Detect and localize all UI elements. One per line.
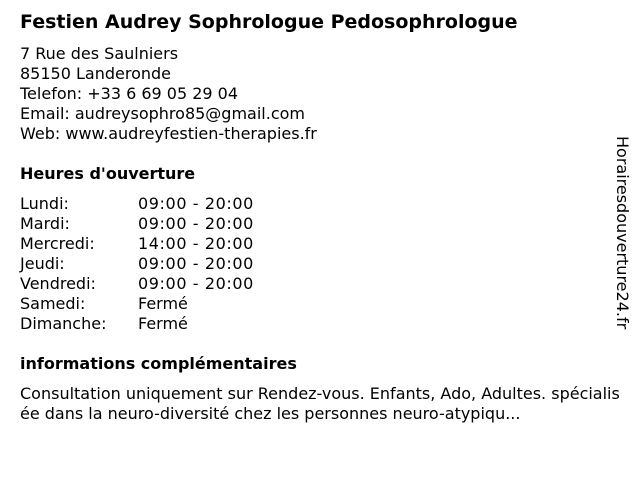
hours-table (20, 194, 254, 334)
opening-time: 09:00 - 20:00 (138, 214, 254, 233)
phone-number: Telefon: +33 6 69 05 29 04 (20, 84, 239, 103)
closed-status: Fermé (138, 294, 188, 313)
hours-row-friday (20, 274, 254, 294)
day-label: Samedi: (20, 294, 86, 313)
opening-time: 14:00 - 20:00 (138, 234, 254, 253)
hours-row-tuesday (20, 214, 254, 234)
opening-time: 09:00 - 20:00 (138, 274, 254, 293)
day-label: Vendredi: (20, 274, 96, 293)
day-label: Mercredi: (20, 234, 95, 253)
info-description: Consultation uniquement sur Rendez-vous. Enfants, Ado, Adultes. spécialisée dans la neuro-diversité chez les personnes neuro-atypiqu... (20, 384, 620, 423)
day-label: Jeudi: (20, 254, 65, 273)
email-address: Email: audreysophro85@gmail.com (20, 104, 305, 123)
opening-time: 09:00 - 20:00 (138, 194, 254, 213)
city-address: 85150 Landeronde (20, 64, 171, 83)
contact-block (20, 44, 317, 144)
day-label: Lundi: (20, 194, 69, 213)
street-address: 7 Rue des Saulniers (20, 44, 179, 63)
hours-row-monday (20, 194, 254, 214)
hours-row-thursday (20, 254, 254, 274)
business-name: Festien Audrey Sophrologue Pedosophrologue (20, 11, 518, 33)
site-watermark: Horairesdouverture24.fr (613, 136, 632, 330)
day-label: Dimanche: (20, 314, 107, 333)
hours-heading: Heures d'ouverture (20, 164, 196, 183)
website: Web: www.audreyfestien-therapies.fr (20, 124, 317, 143)
opening-time: 09:00 - 20:00 (138, 254, 254, 273)
day-label: Mardi: (20, 214, 70, 233)
hours-row-saturday (20, 294, 254, 314)
info-heading: informations complémentaires (20, 354, 297, 373)
hours-row-sunday (20, 314, 254, 334)
hours-row-wednesday (20, 234, 254, 254)
closed-status: Fermé (138, 314, 188, 333)
